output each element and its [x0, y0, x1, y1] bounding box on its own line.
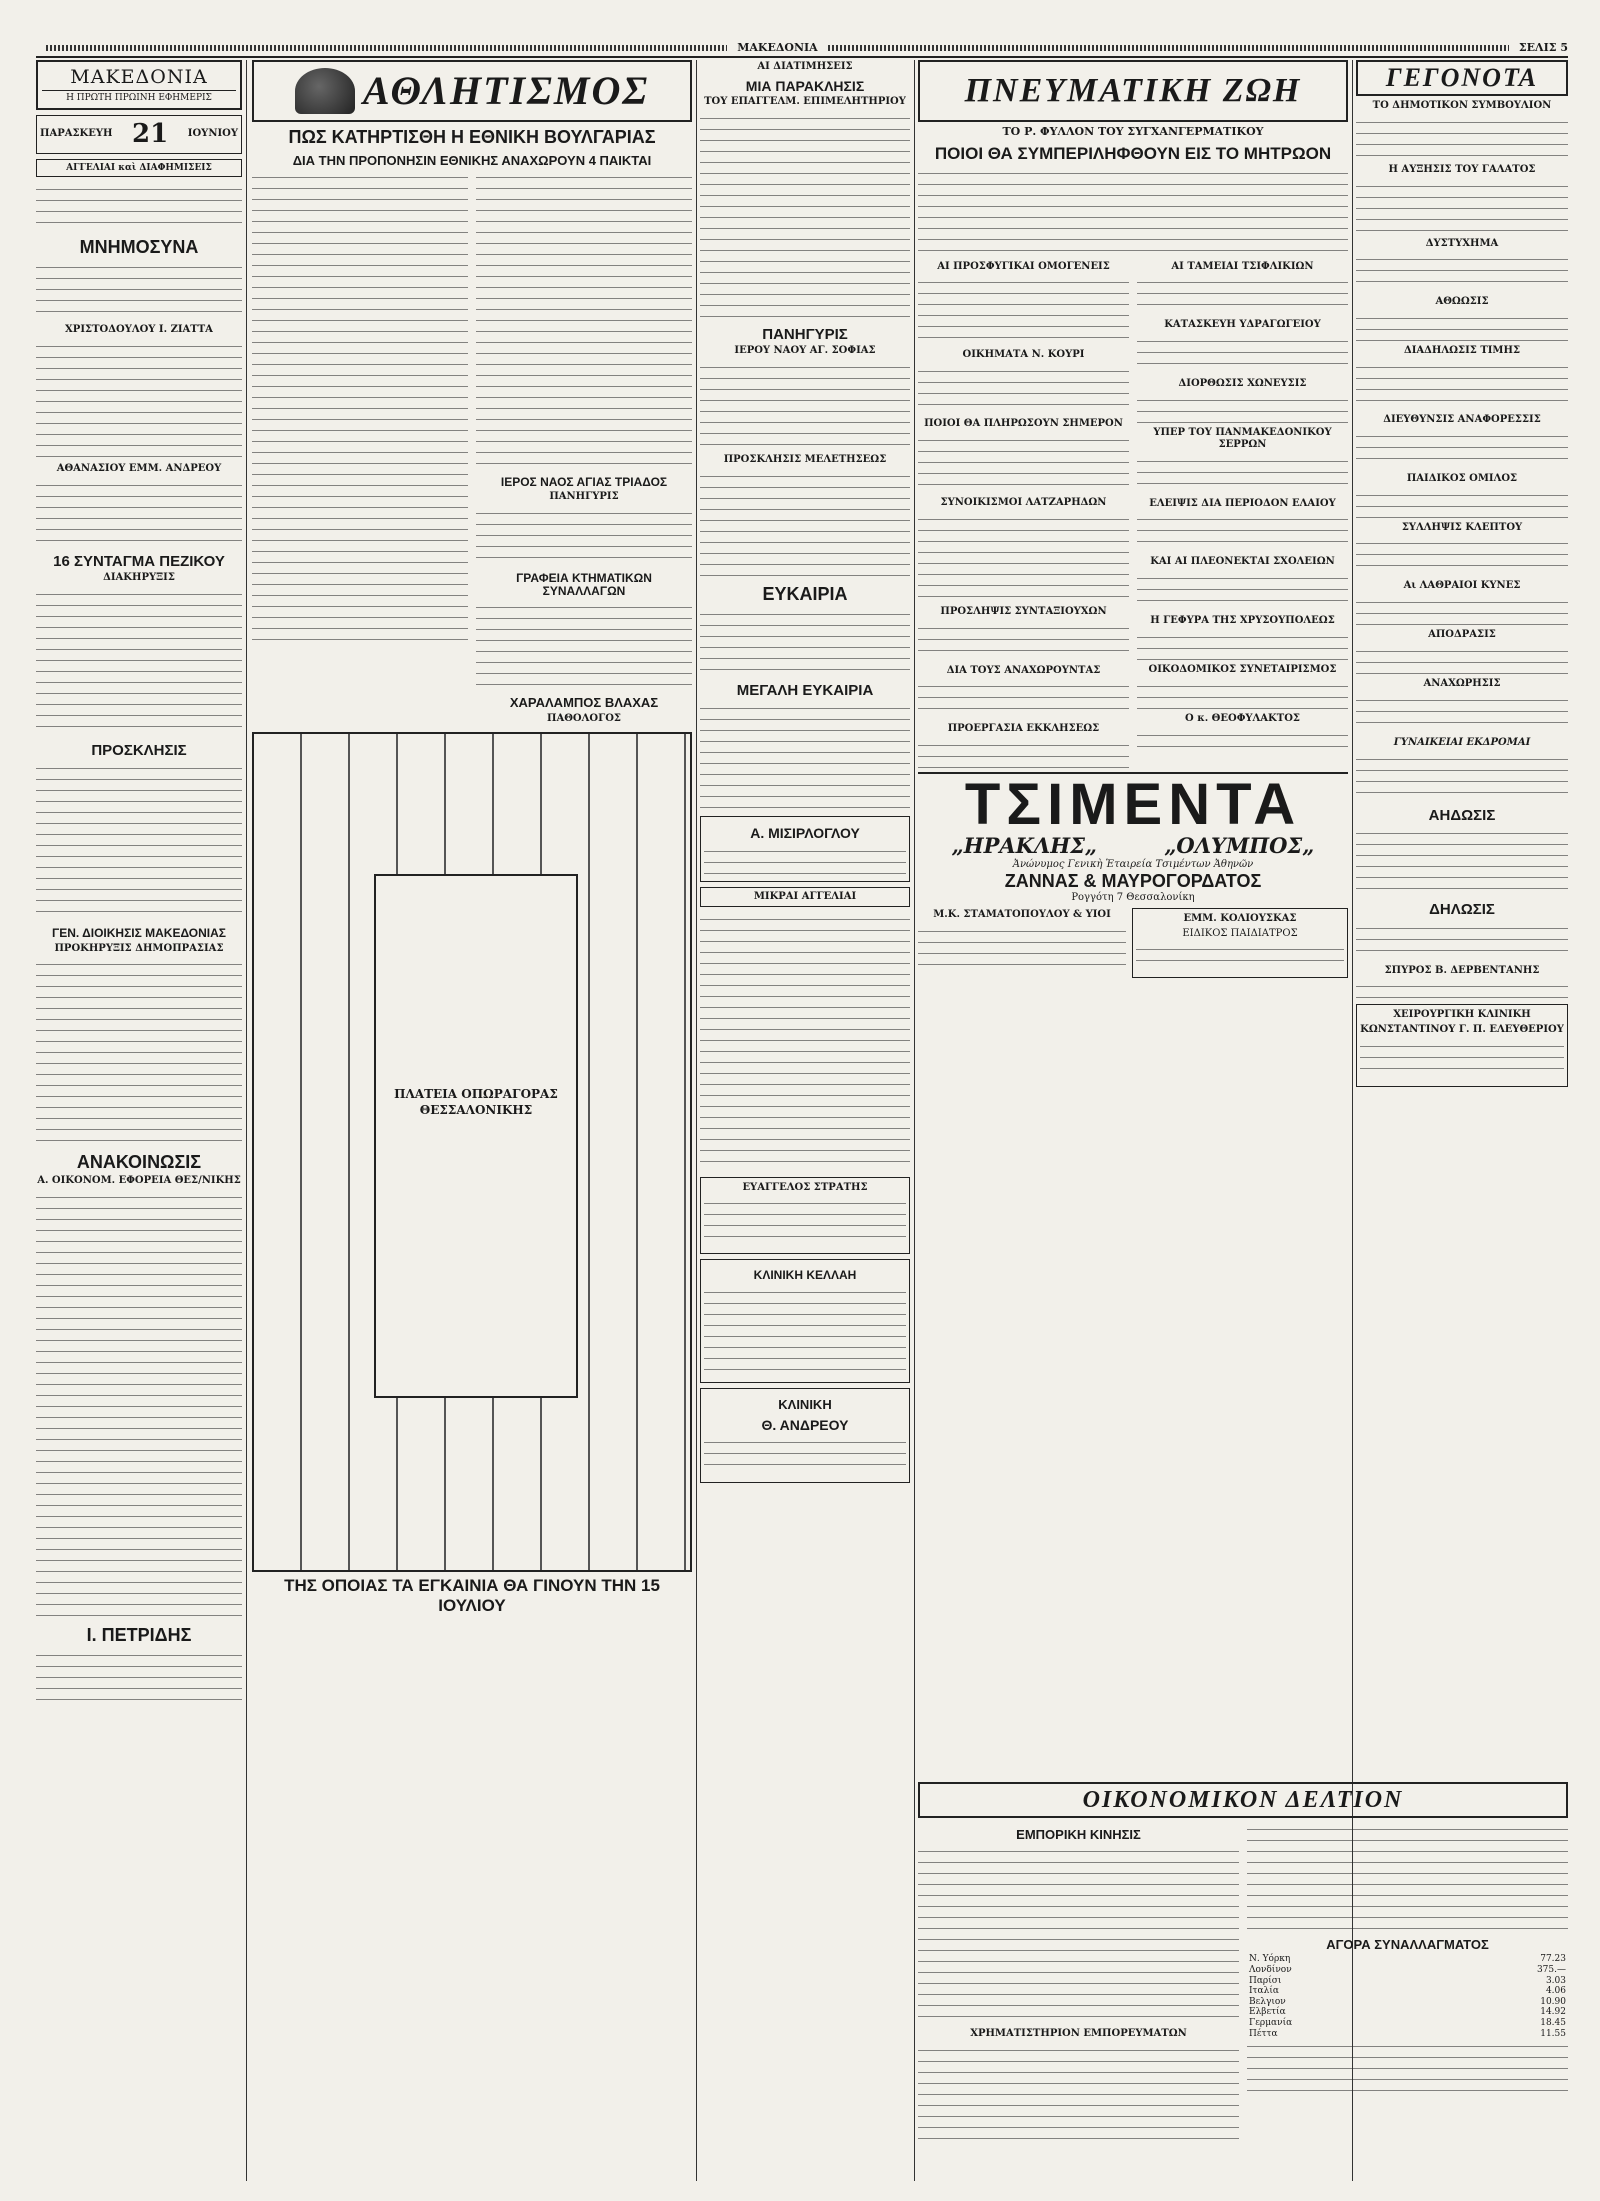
gegonota-text-8 [1356, 536, 1568, 576]
pneumatiki-text [918, 166, 1348, 256]
ekkliseis-heading: ΠΡΟΕΡΓΑΣΙΑ ΕΚΚΛΗΣΕΩΣ [947, 723, 1100, 735]
ekkatharisis-text [918, 621, 1129, 661]
fx-heading: ΑΓΟΡΑ ΣΥΝΑΛΛΑΓΜΑΤΟΣ [1326, 1937, 1489, 1952]
meletis-heading: ΠΡΟΣΚΛΗΣΙΣ ΜΕΛΕΤΗΣΕΩΣ [723, 454, 887, 466]
econ-right-text [1247, 1822, 1568, 1932]
gegonota-text-4 [1356, 311, 1568, 341]
fx-rate: 14.92 [1540, 2007, 1566, 2018]
fx-rate: 4.06 [1545, 1986, 1566, 1997]
column-3 [700, 60, 910, 2181]
mnimosyna-heading: ΜΝΗΜΟΣΥΝΑ [79, 237, 199, 258]
fx-city: Γερμανία [1249, 2017, 1293, 2028]
xrimatistirio-heading: ΧΡΗΜΑΤΙΣΤΗΡΙΟΝ ΕΜΠΟΡΕΥΜΑΤΩΝ [970, 2028, 1187, 2040]
fx-row [1247, 1997, 1568, 2008]
gegonota-heading-8: ΣΥΛΛΗΨΙΣ ΚΛΕΠΤΟΥ [1401, 521, 1523, 533]
right-heading-5: ΕΛΕΙΨΙΣ ΔΙΑ ΠΕΡΙΟΔΟΝ ΕΛΑΙΟΥ [1149, 497, 1336, 509]
gegonota-text-6 [1356, 429, 1568, 469]
andreou-clinic: ΚΛΙΝΙΚΗ [778, 1396, 832, 1412]
fx-row [1247, 2007, 1568, 2018]
megali-eukairia-heading: ΜΕΓΑΛΗ ΕΥΚΑΙΡΙΑ [736, 681, 874, 699]
anakoinosis-text [36, 1190, 242, 1620]
cement-ad-agent: ΖΑΝΝΑΣ & ΜΑΥΡΟΓΟΡΔΑΤΟΣ [1004, 870, 1262, 891]
right-text-2 [1137, 334, 1348, 374]
pneumatiki-headline: ΠΟΙΟΙ ΘΑ ΣΥΜΠΕΡΙΛΗΦΘΟΥΝ ΕΙΣ ΤΟ ΜΗΤΡΩΟΝ [934, 143, 1332, 163]
gegonota-text-2 [1356, 179, 1568, 234]
econ-banner: ΟΙΚΟΝΟΜΙΚΟΝ ΔΕΛΤΙΟΝ [918, 1782, 1568, 1818]
gegonota-heading-10: ΑΠΟΔΡΑΣΙΣ [1428, 629, 1496, 641]
grafeia-heading: ΓΡΑΦΕΙΑ ΚΤΗΜΑΤΙΚΩΝ ΣΥΝΑΛΛΑΓΩΝ [516, 571, 652, 599]
econ-columns [918, 1822, 1568, 2147]
econ-text [918, 1844, 1239, 2024]
fx-city: Ιταλία [1249, 1986, 1279, 1997]
gegonota-heading-2: Η ΑΥΞΗΣΙΣ ΤΟΥ ΓΑΛΑΤΟΣ [1388, 163, 1536, 175]
torch-emblem-icon [295, 68, 355, 114]
stamatopoulos-text [918, 924, 1126, 974]
mikrai-aggeliai-text [700, 912, 910, 1172]
fx-rate: 3.03 [1545, 1975, 1566, 1986]
kouri-text [918, 364, 1129, 414]
kolioiskas-ad [1132, 908, 1348, 978]
date-box [36, 115, 242, 154]
header-rule-left [46, 45, 727, 51]
right-text-6 [1137, 571, 1348, 611]
gegonota-text-12 [1356, 752, 1568, 802]
mikrai-aggeliai-heading: ΜΙΚΡΑΙ ΑΓΓΕΛΙΑΙ [700, 887, 910, 907]
gegonota-heading-14: ΔΗΛΩΣΙΣ [1429, 901, 1495, 919]
right-heading-7: Η ΓΕΦΥΡΑ ΤΗΣ ΧΡΥΣΟΥΠΟΛΕΩΣ [1150, 615, 1335, 627]
gegonota-text-7 [1356, 488, 1568, 518]
page-number: ΣΕΛΙΣ 5 [1518, 40, 1568, 54]
right-heading-6: ΚΑΙ ΑΙ ΠΛΕΟΝΕΚΤΑΙ ΣΧΟΛΕΙΩΝ [1150, 556, 1335, 568]
news-right-column [1137, 260, 1348, 773]
masthead-subtitle: Η ΠΡΩΤΗ ΠΡΩΙΝΗ ΕΦΗΜΕΡΙΣ [42, 90, 236, 104]
masthead [36, 60, 242, 110]
right-text-1 [1137, 275, 1348, 315]
right-text-3 [1137, 393, 1348, 423]
fx-notes [1247, 2039, 1568, 2099]
fx-city: Παρίσι [1249, 1975, 1282, 1986]
fx-row [1247, 2018, 1568, 2029]
vlachas-role: ΠΑΘΟΛΟΓΟΣ [547, 712, 621, 724]
pneumatiki-head: ΤΟ Ρ. ΦΥΛΛΟΝ ΤΟΥ ΣΥΓΧΑΝΓΕΡΜΑΤΙΚΟΥ [1002, 125, 1264, 138]
pneumatiki-banner: ΠΝΕΥΜΑΤΙΚΗ ΖΩΗ [918, 60, 1348, 122]
fx-city: Πέττα [1249, 2028, 1278, 2039]
gegonota-text-13 [1356, 826, 1568, 896]
ekkatharisis-heading: ΠΡΟΣΛΗΨΙΣ ΣΥΝΤΑΞΙΟΥΧΩΝ [940, 605, 1107, 617]
gegonota-heading-6: ΔΙΕΥΘΥΝΣΙΣ ΑΝΑΦΟΡΕΣΣΙΣ [1383, 413, 1541, 425]
right-text-4 [1137, 454, 1348, 494]
megali-eukairia-text [700, 701, 910, 811]
meletis-text [700, 469, 910, 579]
stratis-text [704, 1196, 906, 1246]
dervantanis-text [1356, 979, 1568, 999]
cement-ad-title: ΤΣΙΜΕΝΤΑ [964, 772, 1302, 838]
header-title: ΜΑΚΕΔΟΝΙΑ [737, 40, 818, 54]
stamatopoulos-ad [918, 908, 1126, 978]
cheirourgiki-ad [1356, 1004, 1568, 1087]
anakoinosis-heading: ΑΝΑΚΟΙΝΩΣΙΣ [76, 1152, 202, 1173]
fx-rate: 77.23 [1540, 1954, 1566, 1965]
gen-dioikisis-heading: ΓΕΝ. ΔΙΟΙΚΗΣΙΣ ΜΑΚΕΔΟΝΙΑΣ [52, 926, 226, 941]
right-heading-9: Ο κ. ΘΕΟΦΥΛΑΚΤΟΣ [1185, 712, 1300, 724]
cheirourgiki-text [1360, 1039, 1564, 1079]
right-text-5 [1137, 512, 1348, 552]
brand-olympos: „ΟΛΥΜΠΟΣ„ [1164, 833, 1315, 859]
kouri-heading: ΟΙΚΗΜΑΤΑ Ν. ΚΟΥΡΙ [962, 349, 1085, 361]
sports-banner-title: ΑΘΛΗΤΙΣΜΟΣ [362, 68, 650, 114]
plirosoun-heading: ΠΟΙΟΙ ΘΑ ΠΛΗΡΩΣΟΥΝ ΣΗΜΕΡΟΝ [924, 418, 1123, 430]
right-heading-2: ΚΑΤΑΣΚΕΥΗ ΥΔΡΑΓΩΓΕΙΟΥ [1164, 319, 1321, 331]
fx-rate: 18.45 [1540, 2017, 1566, 2028]
fx-row [1247, 2029, 1568, 2040]
synoikismoi-text [918, 512, 1129, 602]
cheirourgiki-name: ΚΩΝΣΤΑΝΤΙΝΟΥ Γ. Π. ΕΛΕΥΘΕΡΙΟΥ [1360, 1024, 1564, 1036]
date-month: ΙΟΥΝΙΟΥ [187, 128, 238, 140]
trias-heading: ΙΕΡΟΣ ΝΑΟΣ ΑΓΙΑΣ ΤΡΙΑΔΟΣ [500, 475, 668, 490]
paraklisis-subheading: ΤΟΥ ΕΠΑΓΓΕΛΜ. ΕΠΙΜΕΛΗΤΗΡΙΟΥ [704, 96, 906, 108]
syntagma-subheading: ΔΙΑΚΗΡΥΞΙΣ [103, 572, 175, 584]
econ-left [918, 1822, 1239, 2147]
gegonota-heading-7: ΠΑΙΔΙΚΟΣ ΟΜΙΛΟΣ [1406, 472, 1518, 484]
plirosoun-text [918, 433, 1129, 493]
andreou-name: Θ. ΑΝΔΡΕΟΥ [761, 1416, 849, 1433]
brand-iraklis: „ΗΡΑΚΛΗΣ„ [951, 833, 1097, 859]
fx-row [1247, 1954, 1568, 1965]
gegonota-heading-13: ΑΗΔΩΣΙΣ [1428, 806, 1496, 824]
syntagma-heading: 16 ΣΥΝΤΑΓΜΑ ΠΕΖΙΚΟΥ [53, 552, 225, 570]
gegonota-heading-1: ΤΟ ΔΗΜΟΤΙΚΟΝ ΣΥΜΒΟΥΛΙΟΝ [1372, 100, 1552, 111]
synoikismoi-heading: ΣΥΝΟΙΚΙΣΜΟΙ ΛΑΤΖΑΡΗΔΩΝ [940, 497, 1107, 509]
ekkliseis-text [918, 738, 1129, 768]
fx-city: Ν. Υόρκη [1249, 1954, 1291, 1965]
cheirourgiki-title: ΧΕΙΡΟΥΡΓΙΚΗ ΚΛΙΝΙΚΗ [1393, 1009, 1531, 1021]
news-left-column [918, 260, 1129, 773]
fx-city: Ελβετία [1249, 2007, 1286, 2018]
gegonota-heading-4: ΑΘΩΩΣΙΣ [1435, 296, 1489, 308]
andreou-text [704, 1435, 906, 1475]
anakoinosis-subheading: Α. ΟΙΚΟΝΟΜ. ΕΦΟΡΕΙΑ ΘΕΣ/ΝΙΚΗΣ [37, 1175, 241, 1187]
fx-row [1247, 1986, 1568, 1997]
stratis-name: ΕΥΑΓΓΕΛΟΣ ΣΤΡΑΤΗΣ [742, 1181, 868, 1193]
market-square [374, 874, 578, 1398]
gegonota-heading-3: ΔΥΣΤΥΧΗΜΑ [1425, 237, 1499, 249]
petridis-text [36, 1648, 242, 1708]
misirloglou-text [704, 844, 906, 874]
page-header [36, 40, 1568, 58]
omogeneis-heading: ΑΙ ΠΡΟΣΦΥΓΙΚΑΙ ΟΜΟΓΕΝΕΙΣ [937, 260, 1110, 272]
fx-table [1247, 1954, 1568, 2039]
trias-subheading: ΠΑΝΗΓΥΡΙΣ [549, 491, 619, 503]
right-heading-4: ΥΠΕΡ ΤΟΥ ΠΑΝΜΑΚΕΔΟΝΙΚΟΥ ΣΕΡΡΩΝ [1153, 427, 1332, 450]
andreou-ad [700, 1388, 910, 1484]
column-divider [246, 60, 247, 2181]
paraklisis-text [700, 111, 910, 321]
right-heading-8: ΟΙΚΟΔΟΜΙΚΟΣ ΣΥΝΕΤΑΙΡΙΣΜΟΣ [1148, 664, 1337, 676]
eukairia-text [700, 607, 910, 677]
misirloglou-name: Α. ΜΙΣΙΡΛΟΓΛΟΥ [750, 825, 860, 842]
petridis-heading: Ι. ΠΕΤΡΙΔΗΣ [86, 1625, 192, 1646]
econ-right [1247, 1822, 1568, 2147]
column-divider [696, 60, 697, 2181]
right-heading-3: ΔΙΟΡΘΩΣΙΣ ΧΩΝΕΥΣΙΣ [1178, 378, 1307, 390]
gen-dioikisis-subheading: ΠΡΟΚΗΡΥΞΙΣ ΔΗΜΟΠΡΑΣΙΑΣ [54, 942, 224, 954]
trofimoi-heading: ΔΙΑ ΤΟΥΣ ΑΝΑΧΩΡΟΥΝΤΑΣ [946, 664, 1101, 676]
vlachas-name: ΧΑΡΑΛΑΜΠΟΣ ΒΛΑΧΑΣ [509, 695, 659, 711]
ads-box-title: ΑΓΓΕΛΙΑΙ καὶ ΔΙΑΦΗΜΙΣΕΙΣ [36, 159, 242, 178]
right-heading-1: ΑΙ ΤΑΜΕΙΑΙ ΤΣΙΦΛΙΚΙΩΝ [1171, 260, 1314, 272]
fx-row [1247, 1965, 1568, 1976]
gegonota-text-10 [1356, 644, 1568, 674]
prosklisis-text [36, 761, 242, 921]
gegonota-heading-12: ΓΥΝΑΙΚΕΙΑΙ ΕΚΔΡΟΜΑΙ [1393, 736, 1531, 748]
economic-bulletin [918, 1782, 1568, 2147]
syntagma-text [36, 587, 242, 737]
kellai-name: ΚΛΙΝΙΚΗ ΚΕΛΛΑΗ [753, 1268, 857, 1283]
sports-right-column [476, 170, 692, 727]
prosklisis-heading: ΠΡΟΣΚΛΗΣΙΣ [91, 741, 187, 759]
gegonota-banner: ΓΕΓΟΝΟΤΑ [1356, 60, 1568, 96]
fx-rate: 10.90 [1540, 1996, 1566, 2007]
ads-row [918, 908, 1348, 978]
mnimosyno-text [36, 339, 242, 459]
trias-text [476, 506, 692, 566]
kolioiskas-name: ΕΜΜ. ΚΟΛΙΟΥΣΚΑΣ [1183, 912, 1297, 924]
ads-text [36, 182, 242, 232]
mnimosyno-text [36, 260, 242, 320]
paraklisis-heading: ΜΙΑ ΠΑΡΑΚΛΗΣΙΣ [745, 77, 865, 94]
gegonota-text-3 [1356, 252, 1568, 292]
kolioiskas-role: ΕΙΔΙΚΟΣ ΠΑΙΔΙΑΤΡΟΣ [1182, 927, 1298, 939]
sports-banner [252, 60, 692, 122]
stamatopoulos-name: Μ.Κ. ΣΤΑΜΑΤΟΠΟΥΛΟΥ & ΥΙΟΙ [933, 908, 1111, 920]
stratis-ad [700, 1177, 910, 1255]
column-2 [252, 60, 692, 2181]
fx-rate: 11.55 [1540, 2028, 1566, 2039]
sports-text-right [476, 170, 692, 470]
right-text-7 [1137, 630, 1348, 660]
gegonota-text-1 [1356, 115, 1568, 160]
eukairia-heading: ΕΥΚΑΙΡΙΑ [762, 584, 848, 605]
column-1 [36, 60, 242, 2181]
misirloglou-ad [700, 816, 910, 881]
sports-subheadline: ΔΙΑ ΤΗΝ ΠΡΟΠΟΝΗΣΙΝ ΕΘΝΙΚΗΣ ΑΝΑΧΩΡΟΥΝ 4 ΠΑΙΚΤΑΙ [292, 152, 652, 168]
panigyris-text [700, 360, 910, 450]
dervantanis-name: ΣΠΥΡΟΣ Β. ΔΕΡΒΕΝΤΑΝΗΣ [1384, 964, 1540, 976]
right-text-8 [1137, 679, 1348, 709]
fx-city: Λονδίνον [1249, 1964, 1292, 1975]
panigyris-heading: ΠΑΝΗΓΥΡΙΣ [762, 325, 848, 343]
date-number: 21 [132, 119, 169, 150]
diatimiseis-heading: ΑΙ ΔΙΑΤΙΜΗΣΕΙΣ [757, 61, 853, 72]
market-plan-drawing [252, 732, 692, 1572]
gegonota-heading-5: ΔΙΑΔΗΛΩΣΙΣ ΤΙΜΗΣ [1403, 345, 1521, 357]
gen-dioikisis-text [36, 957, 242, 1147]
gegonota-heading-11: ΑΝΑΧΩΡΗΣΙΣ [1423, 677, 1501, 689]
fx-row [1247, 1976, 1568, 1987]
market-plan-label: ΠΛΑΤΕΙΑ ΟΠΩΡΑΓΟΡΑΣ ΘΕΣΣΑΛΟΝΙΚΗΣ [394, 1086, 558, 1118]
omogeneis-text [918, 275, 1129, 345]
mnimosyno-name-1: ΧΡΙΣΤΟΔΟΥΛΟΥ Ι. ΖΙΑΤΤΑ [65, 324, 213, 336]
kellaí-ad [700, 1259, 910, 1382]
cement-ad-address: Ρογγότη 7 Θεσσαλονίκη [1071, 892, 1195, 904]
mnimosyno-text [36, 478, 242, 548]
gegonota-text-5 [1356, 360, 1568, 410]
sports-headline: ΠΩΣ ΚΑΤΗΡΤΙΣΘΗ Η ΕΘΝΙΚΗ ΒΟΥΛΓΑΡΙΑΣ [288, 127, 656, 147]
mnimosyno-name-2: ΑΘΑΝΑΣΙΟΥ ΕΜΜ. ΑΝΔΡΕΟΥ [56, 462, 222, 474]
header-rule-right [828, 45, 1509, 51]
market-plan-caption: ΤΗΣ ΟΠΟΙΑΣ ΤΑ ΕΓΚΑΙΝΙΑ ΘΑ ΓΙΝΟΥΝ ΤΗΝ 15 ΙΟΥΛΙΟΥ [284, 1575, 660, 1615]
cement-ad-brands [918, 834, 1348, 859]
masthead-name: ΜΑΚΕΔΟΝΙΑ [70, 66, 208, 88]
column-divider [914, 60, 915, 2181]
econ-heading: ΕΜΠΟΡΙΚΗ ΚΙΝΗΣΙΣ [1016, 1827, 1141, 1842]
trofimoi-text [918, 679, 1129, 719]
gegonota-text-14 [1356, 921, 1568, 961]
cement-ad [918, 772, 1348, 904]
sports-text-left [252, 170, 468, 640]
gegonota-text-9 [1356, 595, 1568, 625]
sports-article [252, 170, 692, 727]
panigyris-subheading: ΙΕΡΟΥ ΝΑΟΥ ΑΓ. ΣΟΦΙΑΣ [734, 345, 876, 357]
fx-rate: 375.— [1536, 1964, 1566, 1975]
fx-city: Βελγιον [1249, 1996, 1286, 2007]
xrimatistirio-text [918, 2043, 1239, 2143]
news-two-columns [918, 260, 1348, 773]
date-day: ΠΑΡΑΣΚΕΥΗ [40, 128, 113, 140]
cement-ad-company: Ἀνώνυμος Γενικὴ Ἑταιρεία Τσιμέντων Ἀθηνῶν [1012, 859, 1254, 870]
gegonota-text-11 [1356, 693, 1568, 733]
grafeia-text [476, 600, 692, 690]
kolioiskas-text [1136, 942, 1344, 968]
kellai-text [704, 1285, 906, 1375]
gegonota-heading-9: Αι ΛΑΘΡΑΙΟΙ ΚΥΝΕΣ [1403, 580, 1521, 592]
right-text-9 [1137, 728, 1348, 748]
